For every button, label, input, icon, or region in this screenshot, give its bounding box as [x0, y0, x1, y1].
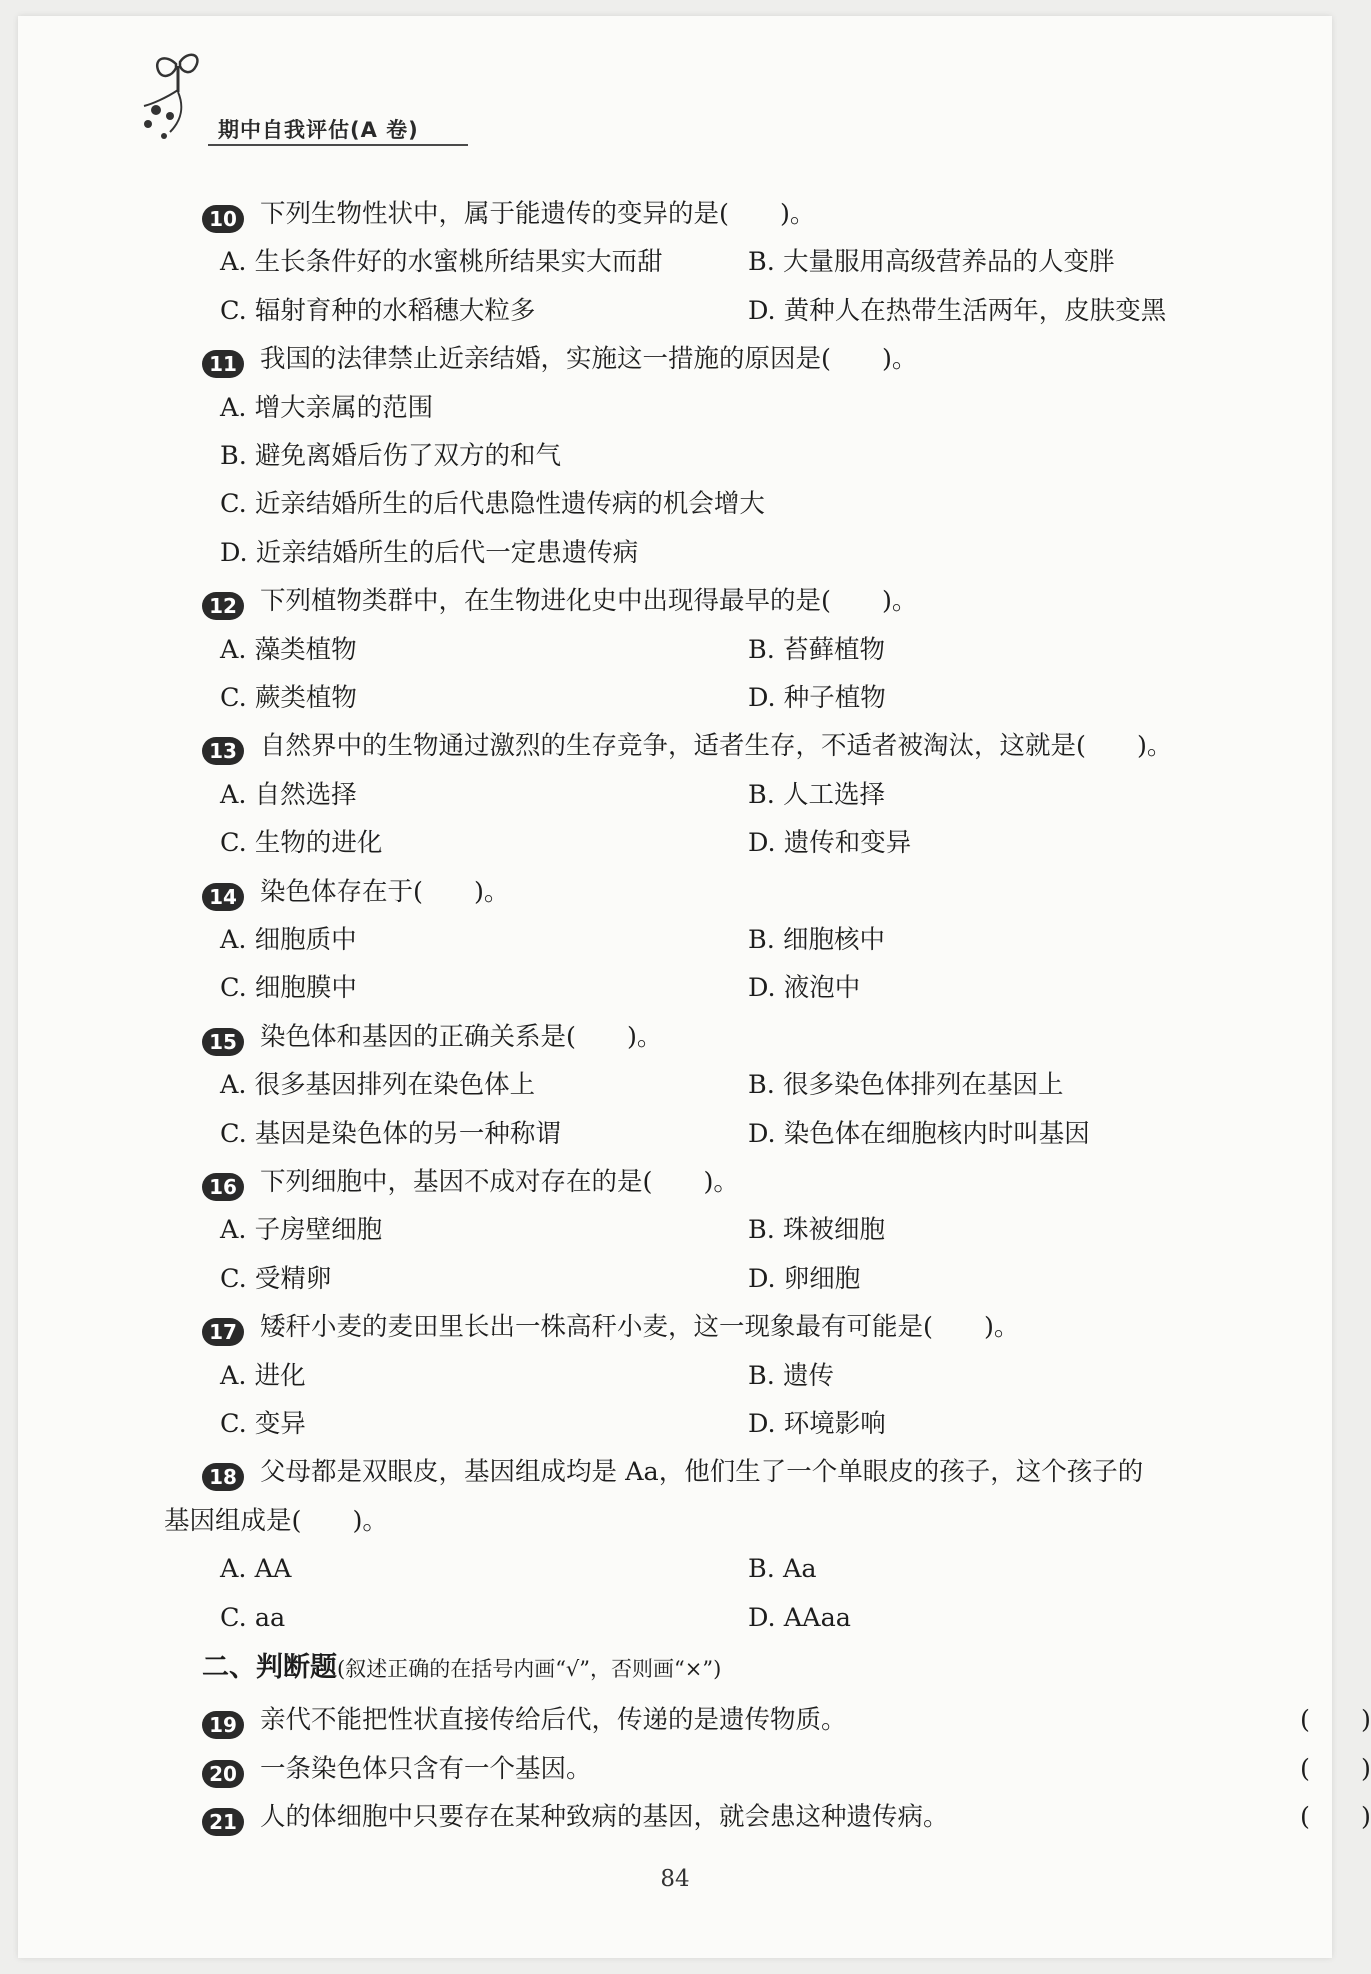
- question-number: 13: [202, 737, 244, 765]
- answer-option: C. 受精卵: [220, 1263, 332, 1294]
- answer-option: D. AAaa: [748, 1602, 851, 1633]
- answer-option: B. 苔藓植物: [748, 634, 885, 665]
- judgement-item: [202, 1698, 1371, 1742]
- answer-option: B. 遗传: [748, 1360, 834, 1391]
- question-text: 自然界中的生物通过激烈的生存竞争，适者生存，不适者被淘汰，这就是( )。: [260, 731, 1173, 762]
- options-row: [202, 1354, 1212, 1398]
- question-number: 19: [202, 1711, 244, 1739]
- options-row: [202, 628, 1212, 672]
- answer-option: A. 增大亲属的范围: [220, 392, 434, 423]
- judgement-item: [202, 1747, 1371, 1791]
- answer-option: D. 染色体在细胞核内时叫基因: [748, 1118, 1090, 1149]
- question-number: 18: [202, 1463, 244, 1491]
- section-heading: [202, 1646, 721, 1691]
- answer-parentheses: ( ): [1300, 1802, 1371, 1833]
- page: [18, 16, 1371, 1958]
- options-row: [202, 482, 1212, 526]
- question-stem: [202, 1450, 1212, 1494]
- options-row: [202, 1257, 1212, 1301]
- question-number: 20: [202, 1760, 244, 1788]
- answer-option: A. 细胞质中: [220, 925, 357, 955]
- answer-option: B. 人工选择: [748, 779, 885, 810]
- question-stem: [202, 1015, 1212, 1059]
- answer-option: B. 大量服用高级营养品的人变胖: [748, 247, 1115, 278]
- question-number: 16: [202, 1173, 244, 1201]
- answer-option: D. 近亲结婚所生的后代一定患遗传病: [220, 537, 639, 568]
- question-content: [18, 16, 1371, 1958]
- answer-option: B. 珠被细胞: [748, 1215, 885, 1246]
- page-number: 84: [660, 1866, 690, 1892]
- section-title: 二、判断题: [202, 1652, 337, 1683]
- question-stem: [202, 870, 1212, 914]
- section-instructions: (叙述正确的在括号内画“√”，否则画“×”): [337, 1657, 722, 1681]
- options-row: [202, 289, 1212, 333]
- answer-option: D. 液泡中: [748, 973, 861, 1004]
- options-row: [202, 676, 1212, 720]
- options-row: [202, 531, 1212, 575]
- question-stem: [202, 1160, 1212, 1204]
- question-text: 我国的法律禁止近亲结婚，实施这一措施的原因是( )。: [260, 344, 918, 375]
- options-row: [202, 966, 1212, 1010]
- answer-option: A. 藻类植物: [220, 634, 357, 665]
- options-row: [202, 773, 1212, 817]
- question-number: 17: [202, 1318, 244, 1346]
- answer-option: C. aa: [220, 1602, 286, 1633]
- options-row: [202, 1547, 1212, 1591]
- question-text: 下列植物类群中，在生物进化史中出现得最早的是( )。: [260, 586, 918, 617]
- question-text: 一条染色体只含有一个基因。: [260, 1753, 592, 1784]
- question-text: 下列细胞中，基因不成对存在的是( )。: [260, 1167, 739, 1197]
- question-text: 矮秆小麦的麦田里长出一株高秆小麦，这一现象最有可能是( )。: [260, 1312, 1020, 1343]
- options-row: [202, 1402, 1212, 1446]
- question-text: 染色体存在于( )。: [260, 876, 510, 907]
- answer-option: D. 卵细胞: [748, 1263, 861, 1294]
- options-row: [202, 434, 1212, 478]
- answer-parentheses: ( ): [1300, 1705, 1371, 1736]
- answer-option: C. 基因是染色体的另一种称谓: [220, 1118, 561, 1149]
- answer-option: C. 细胞膜中: [220, 973, 357, 1004]
- answer-option: A. AA: [220, 1554, 292, 1585]
- answer-option: A. 很多基因排列在染色体上: [220, 1070, 536, 1101]
- answer-option: A. 进化: [220, 1360, 306, 1391]
- answer-option: B. Aa: [748, 1554, 817, 1585]
- question-text-continued: [164, 1499, 1174, 1543]
- question-stem: [202, 192, 1212, 236]
- answer-option: B. 避免离婚后伤了双方的和气: [220, 441, 561, 471]
- header-title: 期中自我评估(A 卷): [218, 118, 419, 142]
- options-row: [202, 386, 1212, 430]
- question-text: 染色体和基因的正确关系是( )。: [260, 1021, 663, 1052]
- question-text: 亲代不能把性状直接传给后代，传递的是遗传物质。: [260, 1705, 847, 1736]
- answer-option: D. 环境影响: [748, 1409, 886, 1439]
- options-row: [202, 1596, 1212, 1640]
- answer-option: A. 自然选择: [220, 779, 357, 810]
- question-number: 11: [202, 350, 244, 378]
- judgement-item: [202, 1795, 1371, 1839]
- options-row: [202, 918, 1212, 962]
- question-number: 14: [202, 883, 244, 911]
- answer-option: C. 变异: [220, 1409, 306, 1439]
- question-number: 15: [202, 1028, 244, 1056]
- question-text: 父母都是双眼皮，基因组成均是 Aa，他们生了一个单眼皮的孩子，这个孩子的: [260, 1457, 1144, 1488]
- question-stem: [202, 579, 1212, 623]
- answer-option: C. 辐射育种的水稻穗大粒多: [220, 295, 536, 326]
- question-stem: [202, 337, 1212, 381]
- answer-parentheses: ( ): [1300, 1753, 1371, 1784]
- options-row: [202, 1063, 1212, 1107]
- options-row: [202, 1208, 1212, 1252]
- answer-option: B. 细胞核中: [748, 925, 885, 955]
- answer-option: A. 子房壁细胞: [220, 1215, 383, 1246]
- options-row: [202, 1112, 1212, 1156]
- question-text: 下列生物性状中，属于能遗传的变异的是( )。: [260, 199, 816, 229]
- question-number: 21: [202, 1808, 244, 1836]
- question-text-continued-label: 基因组成是( )。: [164, 1505, 388, 1536]
- answer-option: D. 黄种人在热带生活两年，皮肤变黑: [748, 295, 1167, 326]
- question-text: 人的体细胞中只要存在某种致病的基因，就会患这种遗传病。: [260, 1802, 949, 1833]
- question-number: 10: [202, 205, 244, 233]
- options-row: [202, 240, 1212, 284]
- question-stem: [202, 1305, 1212, 1349]
- answer-option: A. 生长条件好的水蜜桃所结果实大而甜: [220, 247, 663, 278]
- options-row: [202, 821, 1212, 865]
- question-number: 12: [202, 592, 244, 620]
- answer-option: C. 近亲结婚所生的后代患隐性遗传病的机会增大: [220, 489, 765, 520]
- answer-option: D. 遗传和变异: [748, 828, 912, 859]
- question-stem: [202, 724, 1212, 768]
- answer-option: B. 很多染色体排列在基因上: [748, 1070, 1064, 1101]
- answer-option: D. 种子植物: [748, 683, 886, 713]
- answer-option: C. 生物的进化: [220, 828, 383, 859]
- answer-option: C. 蕨类植物: [220, 683, 357, 713]
